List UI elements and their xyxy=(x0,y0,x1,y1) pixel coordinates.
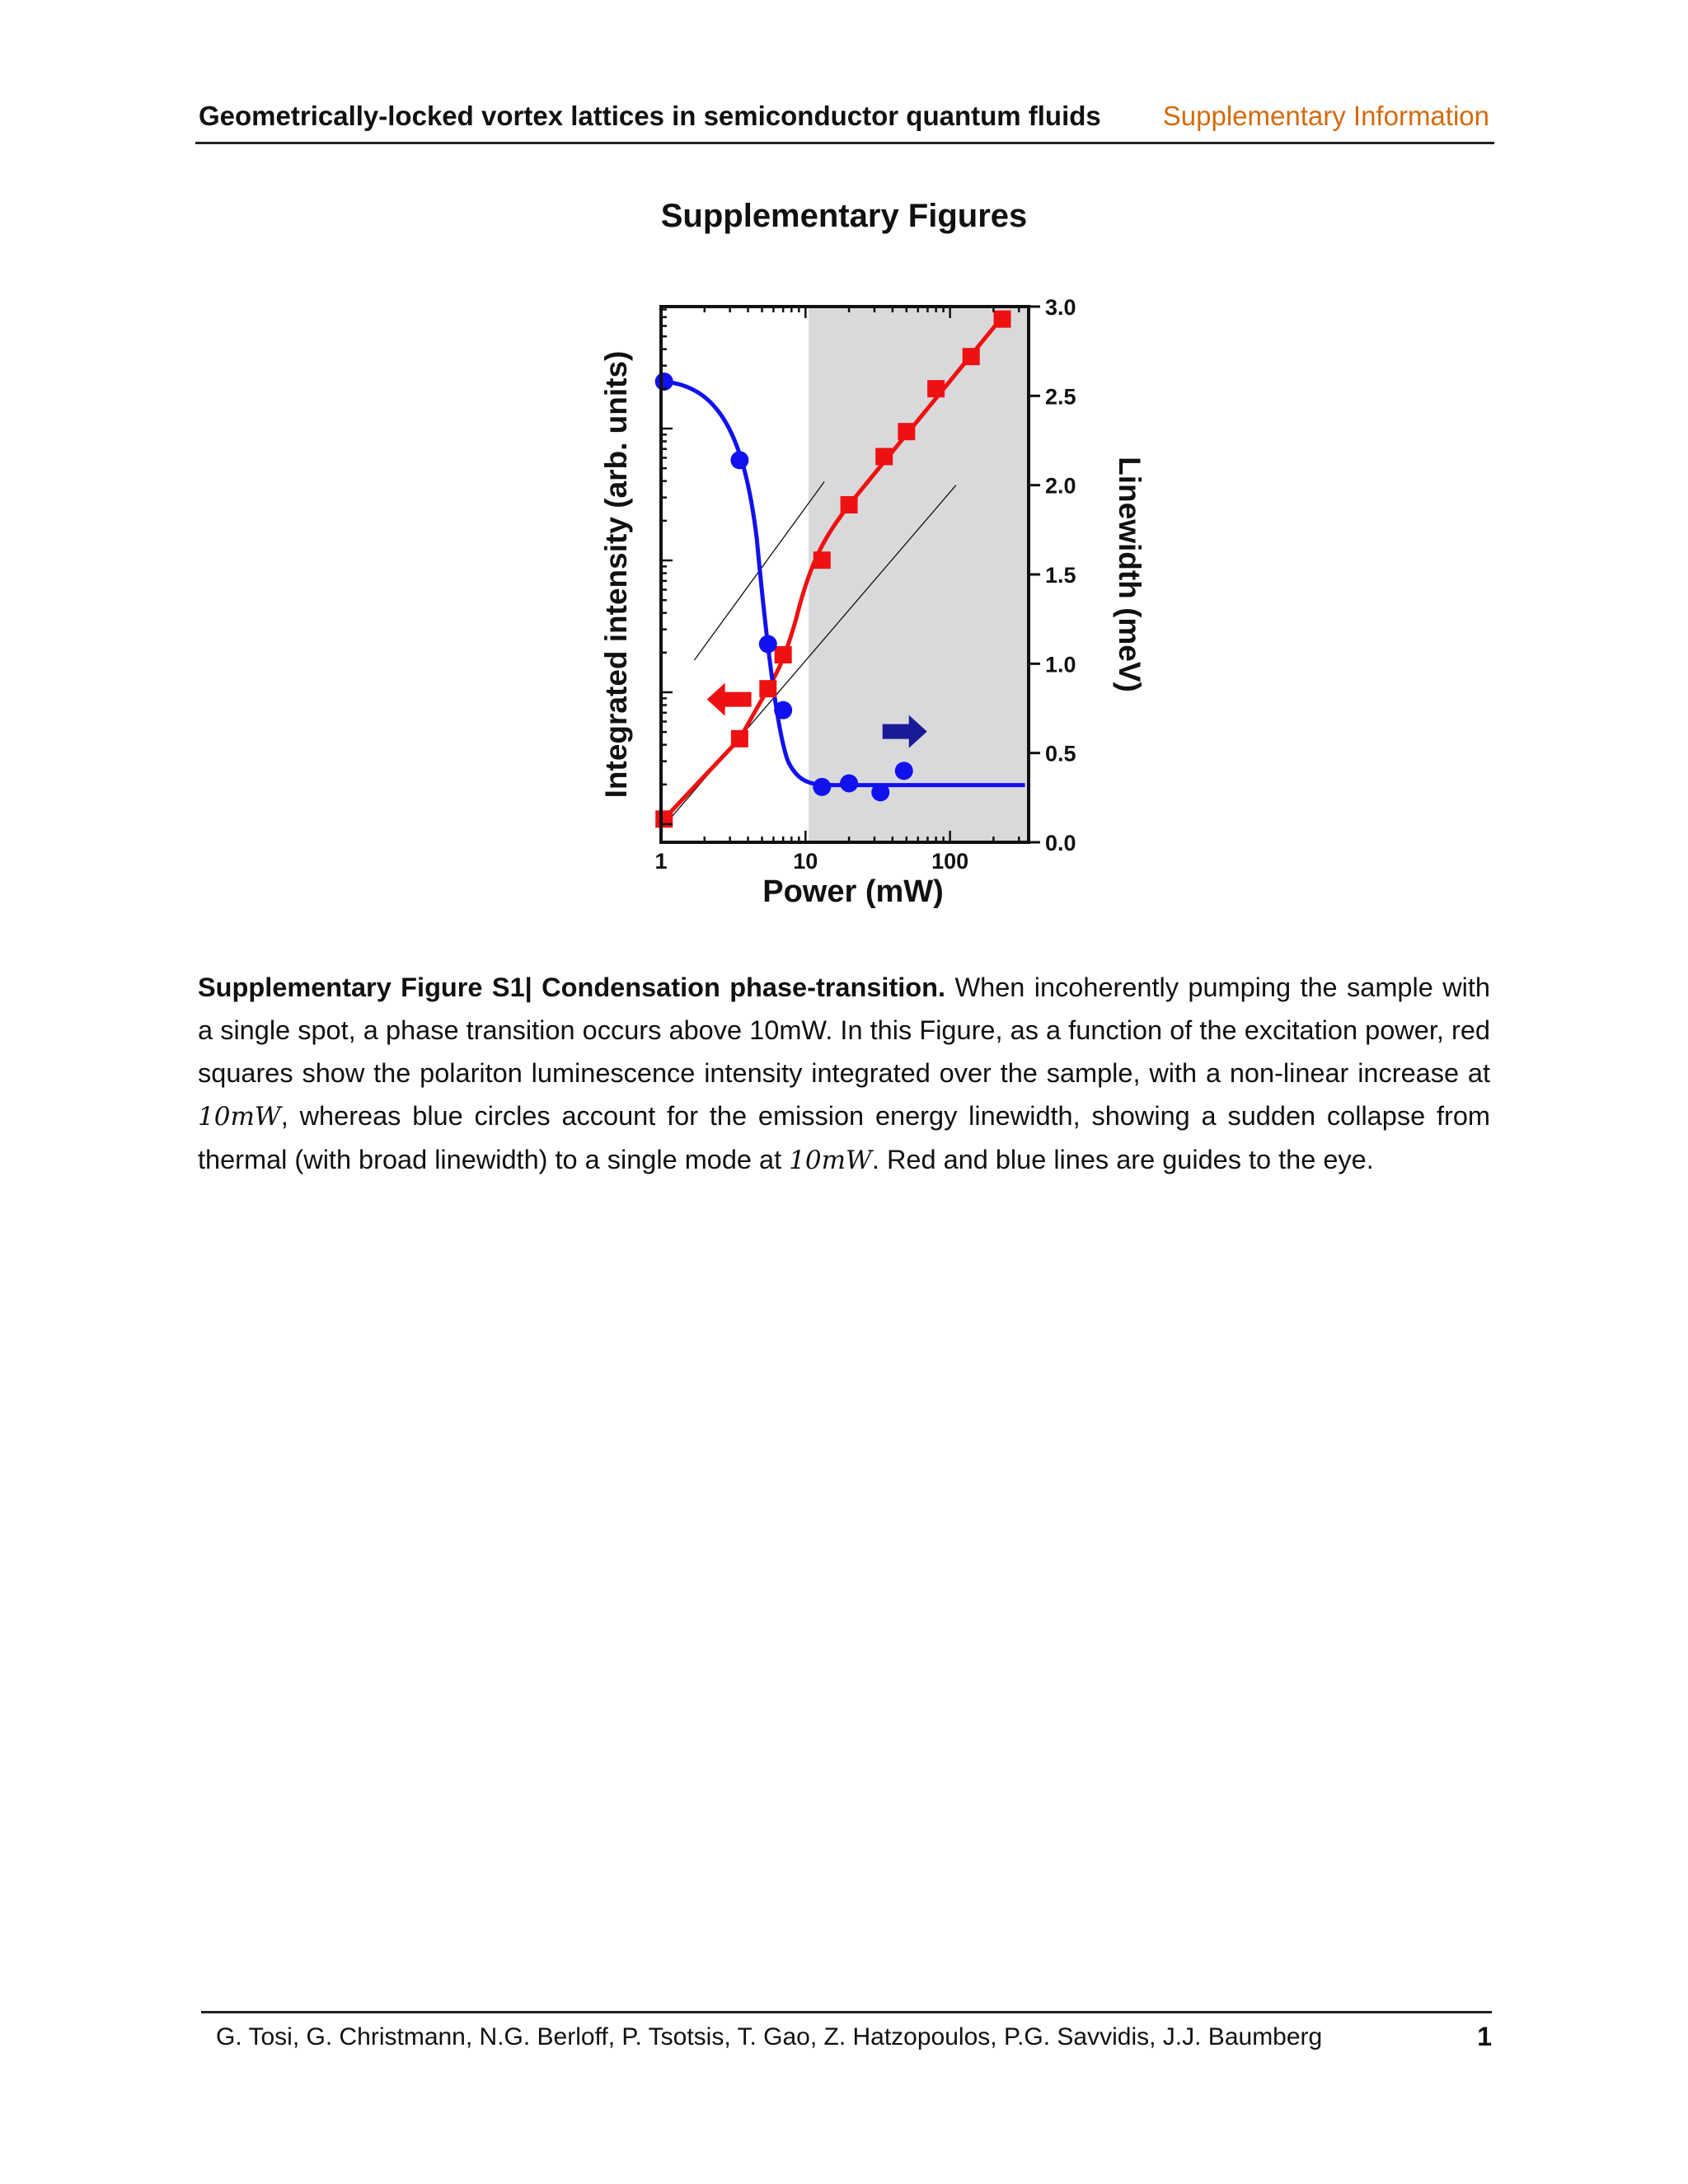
blue-circle-point xyxy=(895,762,913,780)
y-right-axis-label: Linewidth (meV) xyxy=(1113,457,1146,692)
y-left-axis-label: Integrated intensity (arb. units) xyxy=(599,350,633,799)
figure-s1-chart xyxy=(593,288,1154,915)
running-header xyxy=(195,97,1494,144)
red-square-point xyxy=(927,380,945,397)
y-right-tick-label: 1.5 xyxy=(1045,563,1076,588)
red-square-point xyxy=(898,423,915,440)
red-square-point xyxy=(994,311,1011,328)
page-footer xyxy=(201,2011,1492,2063)
blue-circle-point xyxy=(730,451,748,469)
shaded-condensate-region xyxy=(809,307,1029,842)
red-square-point xyxy=(814,551,831,569)
x-tick-label: 10 xyxy=(793,849,818,874)
blue-circle-point xyxy=(813,778,831,796)
section-label: Supplementary Information xyxy=(1162,101,1489,131)
x-tick-label: 1 xyxy=(654,849,668,874)
figures-heading: Supplementary Figures xyxy=(660,198,1028,234)
figure-caption xyxy=(198,966,1490,1182)
y-right-tick-label: 3.0 xyxy=(1045,295,1076,320)
red-square-point xyxy=(759,680,776,697)
red-square-point xyxy=(731,730,748,748)
caption-text-1: When incoherently pumping the sample with a single spot, a phase transition occurs above 10mW. In this Figure, as a function of the excitation power, red squares show the polariton luminescence intensity integrated over the sample, with a non-linear increase at xyxy=(198,972,1490,1088)
red-square-point xyxy=(775,646,792,663)
left-axis-arrow-icon xyxy=(707,683,752,716)
y-right-tick-label: 0.0 xyxy=(1045,831,1076,855)
red-square-point xyxy=(841,496,858,513)
footer-authors: G. Tosi, G. Christmann, N.G. Berloff, P. Tsotsis, T. Gao, Z. Hatzopoulos, P.G. Savvidis, J.J. Baumberg xyxy=(216,2023,1323,2050)
caption-math-2: 10mW xyxy=(789,1146,872,1175)
red-square-point xyxy=(875,448,893,466)
blue-circle-point xyxy=(774,701,792,719)
caption-math-1: 10mW xyxy=(198,1102,281,1132)
page-number: 1 xyxy=(1477,2022,1492,2051)
x-tick-label: 100 xyxy=(931,849,969,874)
blue-circle-point xyxy=(871,783,889,801)
red-square-point xyxy=(963,348,980,365)
caption-text-2: , whereas blue circles account for the emission energy linewidth, showing a sudden collapse from thermal (with broad linewidth) to a single mode at xyxy=(198,1101,1490,1174)
x-axis-label: Power (mW) xyxy=(762,874,944,909)
y-right-tick-label: 0.5 xyxy=(1045,741,1076,766)
y-right-tick-label: 1.0 xyxy=(1045,652,1076,677)
y-right-tick-label: 2.0 xyxy=(1045,473,1076,499)
caption-text-3: . Red and blue lines are guides to the eye. xyxy=(871,1145,1374,1174)
blue-circle-point xyxy=(759,635,777,654)
paper-title: Geometrically-locked vortex lattices in semiconductor quantum fluids xyxy=(199,101,1101,131)
y-right-tick-label: 2.5 xyxy=(1045,384,1076,410)
blue-circle-point xyxy=(840,775,858,793)
caption-label: Supplementary Figure S1| Condensation phase-transition. xyxy=(198,972,946,1002)
